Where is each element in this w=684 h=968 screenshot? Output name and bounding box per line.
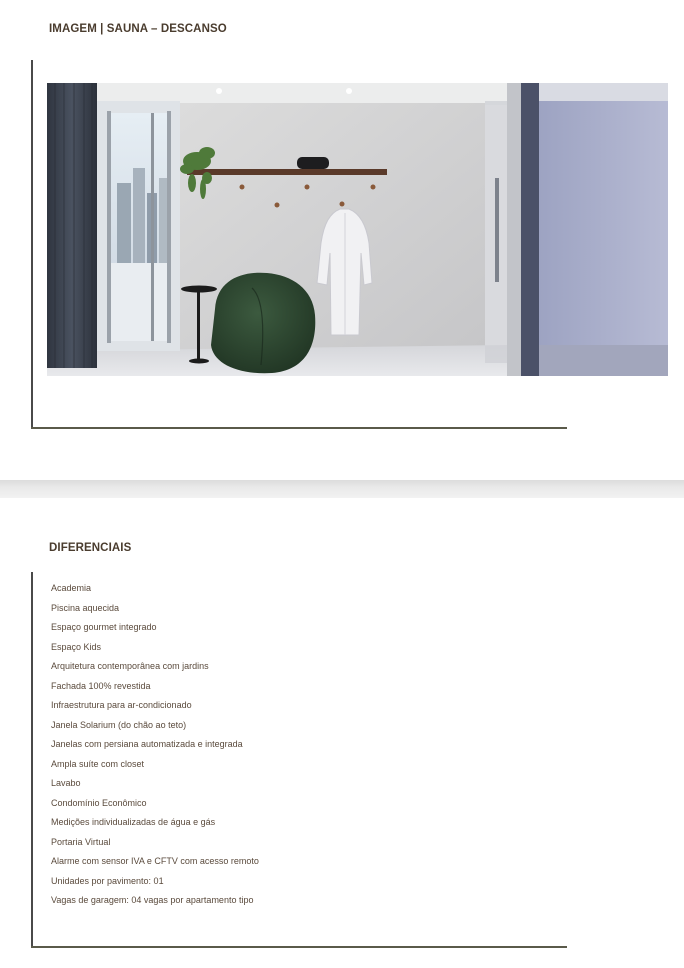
list-item: Janelas com persiana automatizada e integrada (51, 739, 243, 749)
page-image (0, 0, 684, 480)
list-item: Espaço Kids (51, 641, 102, 652)
list-item: Condomínio Econômico (51, 797, 147, 808)
list-item: Fachada 100% revestida (51, 680, 151, 691)
list-item: Infraestrutura para ar-condicionado (51, 700, 192, 710)
list-item: Piscina aquecida (51, 602, 120, 613)
list-bottom-rule (31, 946, 567, 948)
list-item: Portaria Virtual (51, 836, 111, 847)
frame-left-rule (31, 60, 33, 428)
sauna-rest-area-photo (47, 83, 668, 376)
list-item: Lavabo (51, 778, 81, 788)
list-item: Vagas de garagem: 04 vagas por apartamento tipo (51, 895, 254, 905)
list-item: Ampla suíte com closet (51, 758, 145, 769)
list-item: Arquitetura contemporânea com jardins (51, 661, 209, 671)
list-left-rule (31, 572, 33, 948)
list-item: Academia (51, 583, 92, 593)
differentials-list (51, 582, 259, 914)
image-section-title: IMAGEM | SAUNA – DESCANSO (49, 23, 227, 35)
list-item: Janela Solarium (do chão ao teto) (51, 719, 187, 730)
list-item: Medições individualizadas de água e gás (51, 817, 216, 827)
differentials-title: DIFERENCIAIS (49, 542, 132, 554)
page-divider (0, 480, 684, 498)
list-item: Espaço gourmet integrado (51, 622, 157, 632)
list-item: Alarme com sensor IVA e CFTV com acesso remoto (51, 856, 259, 866)
page-differentials (0, 498, 684, 968)
frame-bottom-rule (31, 427, 567, 429)
list-item: Unidades por pavimento: 01 (51, 875, 164, 886)
